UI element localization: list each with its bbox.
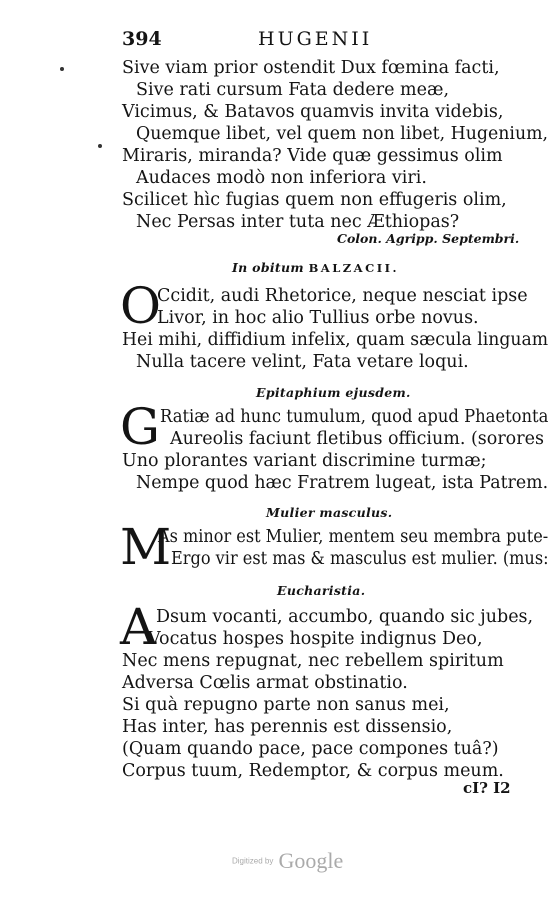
drop-cap: M bbox=[120, 518, 172, 576]
verse-line: Quemque libet, vel quem non libet, Hugenium, bbox=[136, 124, 549, 144]
verse-line: Audaces modò non inferiora viri. bbox=[136, 168, 427, 188]
page-number: 394 bbox=[122, 28, 162, 50]
dateline: Colon. Agripp. Septembri. bbox=[337, 231, 520, 246]
verse-line: Uno plorantes variant discrimine turmæ; bbox=[122, 451, 487, 471]
signature-mark: cI? I2 bbox=[463, 779, 511, 797]
verse-line: Ccidit, audi Rhetorice, neque nesciat ipse bbox=[157, 286, 528, 306]
verse-line: Scilicet hìc fugias quem non effugeris olim, bbox=[122, 190, 507, 210]
title-prefix: In obitum bbox=[232, 260, 304, 275]
verse-line: Sive rati cursum Fata dedere meæ, bbox=[136, 80, 450, 100]
drop-cap: O bbox=[120, 277, 161, 335]
verse-line: Nec mens repugnat, nec rebellem spiritum bbox=[122, 651, 504, 671]
page-header bbox=[122, 28, 512, 54]
google-watermark bbox=[232, 848, 343, 874]
verse-line: Corpus tuum, Redemptor, & corpus meum. bbox=[122, 761, 504, 781]
poem-title: Epitaphium ejusdem. bbox=[256, 385, 411, 400]
verse-line: (Quam quando pace, pace compones tuâ?) bbox=[122, 739, 499, 759]
poem-title bbox=[232, 257, 399, 279]
title-name: BALZACII. bbox=[308, 261, 400, 275]
ink-spot bbox=[98, 144, 102, 148]
drop-cap: G bbox=[120, 398, 160, 456]
verse-line: Si quà repugno parte non sanus mei, bbox=[122, 695, 450, 715]
verse-line: Nulla tacere velint, Fata vetare loqui. bbox=[136, 352, 469, 372]
verse-line: Ratiæ ad hunc tumulum, quod apud Phaetonta bbox=[160, 407, 549, 427]
verse-line: Sive viam prior ostendit Dux fœmina facti, bbox=[122, 58, 500, 78]
ink-spot bbox=[60, 67, 64, 71]
verse-line: Has inter, has perennis est dissensio, bbox=[122, 717, 453, 737]
verse-line: Nempe quod hæc Fratrem lugeat, ista Patrem. bbox=[136, 473, 549, 493]
running-head: HUGENII bbox=[258, 28, 373, 50]
drop-cap: A bbox=[120, 598, 157, 656]
verse-line: As minor est Mulier, mentem seu membra pute- bbox=[158, 527, 549, 547]
watermark-logo: Google bbox=[278, 848, 344, 873]
verse-line: Adversa Cœlis armat obstinatio. bbox=[122, 673, 408, 693]
verse-line: Miraris, miranda? Vide quæ gessimus olim bbox=[122, 146, 503, 166]
poem-title: Mulier masculus. bbox=[266, 505, 393, 520]
verse-line: Aureolis faciunt fletibus officium. (sorores bbox=[170, 429, 544, 449]
verse-line: Hei mihi, diffidium infelix, quam sæcula linguam bbox=[122, 330, 549, 350]
verse-line: Ergo vir est mas & masculus est mulier. (mus: bbox=[171, 549, 549, 569]
verse-line: Nec Persas inter tuta nec Æthiopas? bbox=[136, 212, 460, 232]
verse-line: Vicimus, & Batavos quamvis invita videbis, bbox=[122, 102, 504, 122]
poem-title: Eucharistia. bbox=[277, 583, 366, 598]
verse-line: Livor, in hoc alio Tullius orbe novus. bbox=[157, 308, 479, 328]
watermark-prefix: Digitized by bbox=[232, 856, 274, 866]
verse-line: Dsum vocanti, accumbo, quando sic jubes, bbox=[156, 607, 534, 627]
verse-line: Vocatus hospes hospite indignus Deo, bbox=[148, 629, 483, 649]
